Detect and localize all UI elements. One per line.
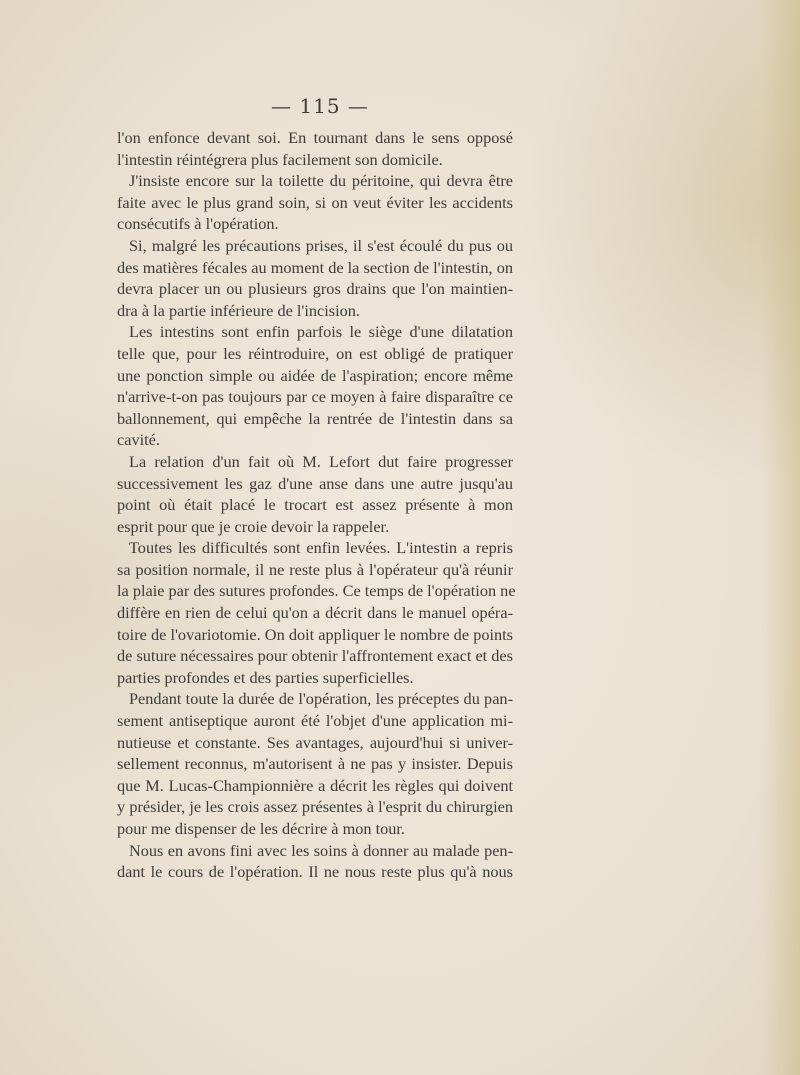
text-line: dant le cours de l'opération. Il ne nous reste plus qu'à nous <box>117 862 513 882</box>
text-line: point où était placé le trocart est assez présente à mon <box>117 495 513 515</box>
page-number: — 115 — <box>271 94 369 118</box>
text-line: Pendant toute la durée de l'opération, les préceptes du pan- <box>129 689 513 709</box>
text-line: parties profondes et des parties superficielles. <box>117 667 414 687</box>
text-line: sement antiseptique auront été l'objet d'une application mi- <box>117 711 513 731</box>
text-line: esprit pour que je croie devoir la rappeler. <box>117 516 390 536</box>
text-line: devra placer un ou plusieurs gros drains que l'on maintien- <box>117 279 513 299</box>
text-line: Si, malgré les précautions prises, il s'est écoulé du pus ou <box>129 235 513 255</box>
text-line: y présider, je les crois assez présentes à l'esprit du chirurgien <box>117 797 513 817</box>
text-line: dra à la partie inférieure de l'incision. <box>117 300 360 320</box>
text-line: l'on enfonce devant soi. En tournant dans le sens opposé <box>117 128 513 147</box>
text-line: l'intestin réintégrera plus facilement son domicile. <box>117 149 443 169</box>
text-line: ballonnement, qui empêche la rentrée de l'intestin dans sa <box>117 408 513 428</box>
text-line: Toutes les difficultés sont enfin levées. L'intestin a repris <box>129 538 513 558</box>
text-line: que M. Lucas-Championnière a décrit les règles qui doivent <box>117 775 513 795</box>
text-line: la plaie par des sutures profondes. Ce temps de l'opération ne <box>117 581 516 601</box>
text-line: de suture nécessaires pour obtenir l'affrontement exact et des <box>117 646 513 666</box>
text-line: sellement reconnus, m'autorisent à ne pas y insister. Depuis <box>117 754 513 774</box>
text-line: telle que, pour les réintroduire, on est obligé de pratiquer <box>117 343 513 363</box>
body-text <box>117 127 516 883</box>
text-line: pour me dispenser de les décrire à mon tour. <box>117 819 405 838</box>
text-line: toire de l'ovariotomie. On doit appliquer le nombre de points <box>117 624 513 644</box>
text-line: successivement les gaz d'une anse dans une autre jusqu'au <box>117 473 513 493</box>
text-line: cavité. <box>117 430 160 450</box>
text-line: La relation d'un fait où M. Lefort dut faire progresser <box>129 451 513 471</box>
text-line: des matières fécales au moment de la section de l'intestin, on <box>117 257 513 277</box>
text-line: J'insiste encore sur la toilette du péritoine, qui devra être <box>129 171 513 191</box>
text-line: nutieuse et constante. Ses avantages, aujourd'hui si univer- <box>117 732 513 752</box>
text-line: consécutifs à l'opération. <box>117 214 279 234</box>
text-line: Les intestins sont enfin parfois le siège d'une dilatation <box>129 322 513 342</box>
text-line: faite avec le plus grand soin, si on veut éviter les accidents <box>117 192 513 212</box>
text-line: une ponction simple ou aidée de l'aspiration; encore même <box>117 365 513 385</box>
page-edge-stain <box>760 0 800 1075</box>
text-line: Nous en avons fini avec les soins à donner au malade pen- <box>129 840 513 860</box>
text-line: diffère en rien de celui qu'on a décrit dans le manuel opéra- <box>117 603 513 623</box>
text-line: sa position normale, il ne reste plus à l'opérateur qu'à réunir <box>117 559 513 579</box>
text-line: n'arrive-t-on pas toujours par ce moyen à faire disparaître ce <box>117 387 513 407</box>
